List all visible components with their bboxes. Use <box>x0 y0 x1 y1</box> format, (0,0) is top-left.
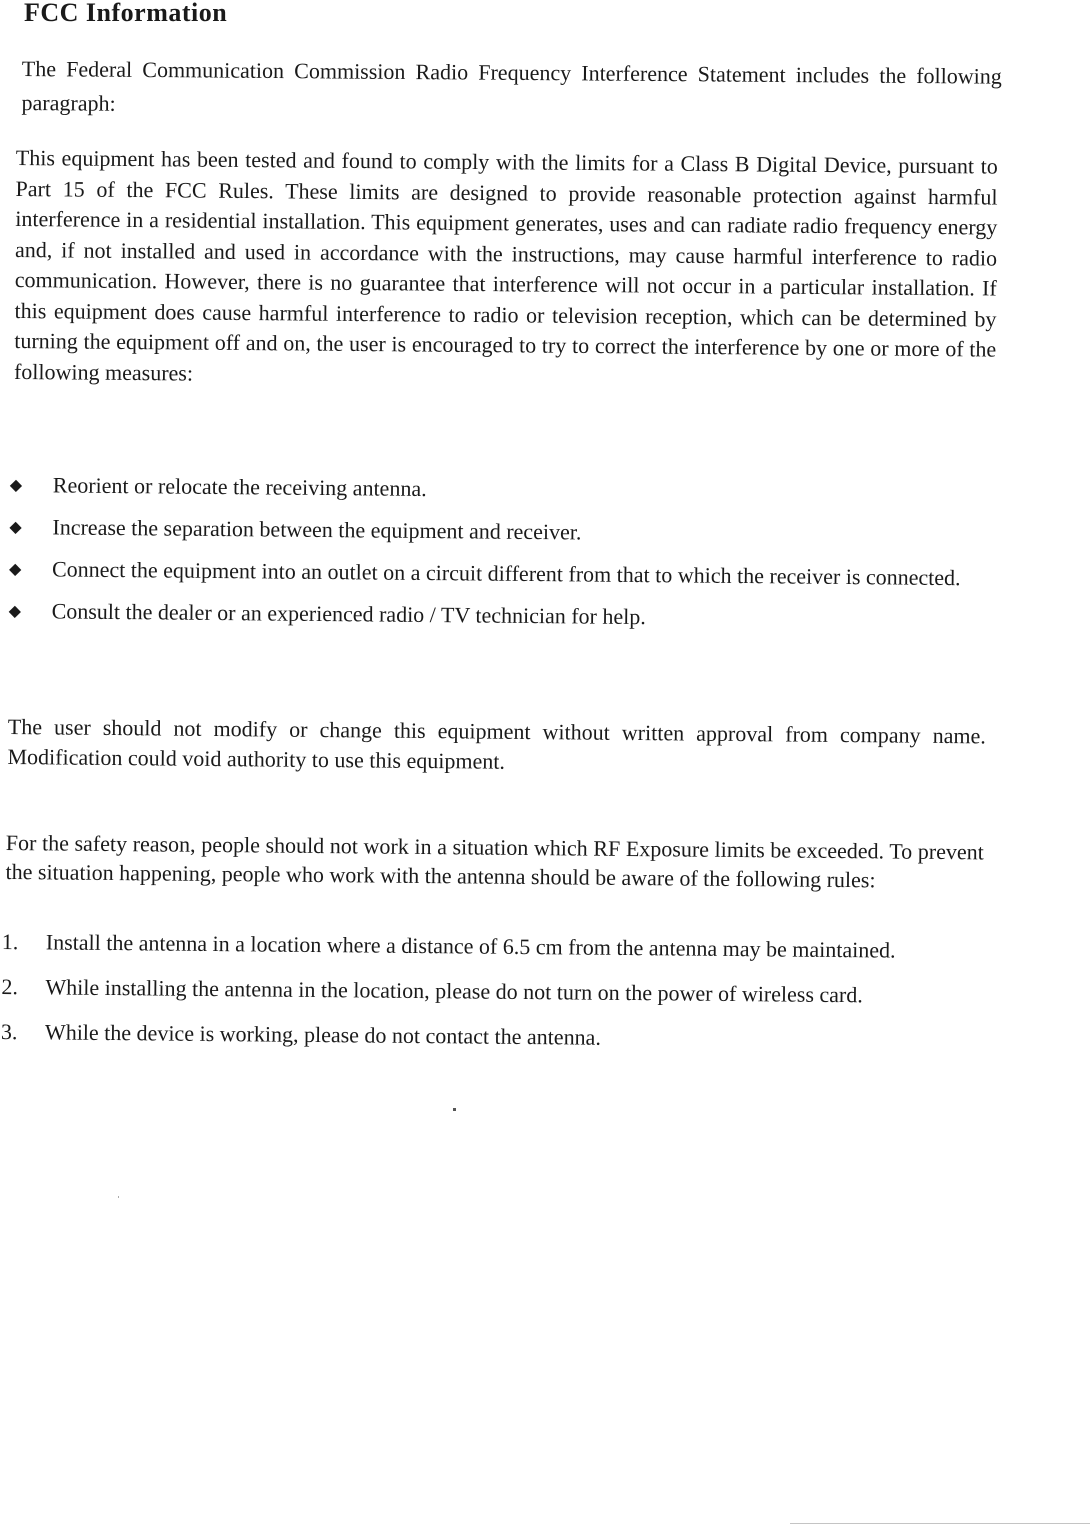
measure-text: Consult the dealer or an experienced radio / TV technician for help. <box>51 598 646 630</box>
rf-exposure-rules <box>1 928 984 1072</box>
measure-item <box>9 512 994 551</box>
page-title: FCC Information <box>24 0 228 27</box>
rule-number: 1. <box>1 928 19 955</box>
measure-text: Increase the separation between the equipment and receiver. <box>52 514 582 545</box>
scan-speck <box>118 1196 119 1198</box>
rule-number: 3. <box>0 1018 18 1045</box>
diamond-bullet-icon: ◆ <box>9 518 22 537</box>
measure-item <box>9 554 994 593</box>
measure-text: Connect the equipment into an outlet on a circuit different from that to which the receiver is connected. <box>51 556 961 591</box>
rule-item <box>2 928 984 965</box>
rule-text: Install the antenna in a location where a distance of 6.5 cm from the antenna may be maintained. <box>45 929 896 963</box>
measure-item <box>10 470 995 509</box>
measures-list <box>8 470 995 647</box>
interference-statement: This equipment has been tested and found to comply with the limits for a Class B Digital Device, pursuant to Part 15 of the FCC Rules. These limits are designed to provide reasonable protection against harmful interference in a residential installation. This equipment generates, uses and can radiate radio frequency energy and, if not installed and used in accordance with the instructions, may cause harmful interference to radio communication. However, there is no guarantee that interference will not occur in a particular installation. If this equipment does cause harmful interference to radio or television reception, which can be determined by turning the equipment off and on, the user is encouraged to try to correct the interference by one or more of the following measures: <box>13 144 998 386</box>
rule-number: 2. <box>1 973 19 1000</box>
measure-text: Reorient or relocate the receiving antenna. <box>52 472 427 501</box>
diamond-bullet-icon: ◆ <box>8 602 22 621</box>
rule-item <box>1 1018 983 1055</box>
scan-speck <box>790 1523 1090 1524</box>
rule-text: While installing the antenna in the location, please do not turn on the power of wireless card. <box>45 974 863 1008</box>
rule-item <box>1 973 983 1010</box>
diamond-bullet-icon: ◆ <box>8 560 22 579</box>
rule-text: While the device is working, please do not contact the antenna. <box>44 1019 602 1050</box>
intro-paragraph: The Federal Communication Commission Radio Frequency Interference Statement includes the following paragraph: <box>21 55 1002 116</box>
rf-exposure-intro: For the safety reason, people should not work in a situation which RF Exposure limits be exceeded. To prevent the situation happening, people who work with the antenna should be aware of the following rules: <box>5 829 984 893</box>
modification-notice: The user should not modify or change this equipment without written approval from company name. Modification could void authority to use this equipment. <box>7 713 986 774</box>
scan-speck <box>453 1108 456 1111</box>
measure-item <box>9 596 994 635</box>
diamond-bullet-icon: ◆ <box>9 476 23 495</box>
